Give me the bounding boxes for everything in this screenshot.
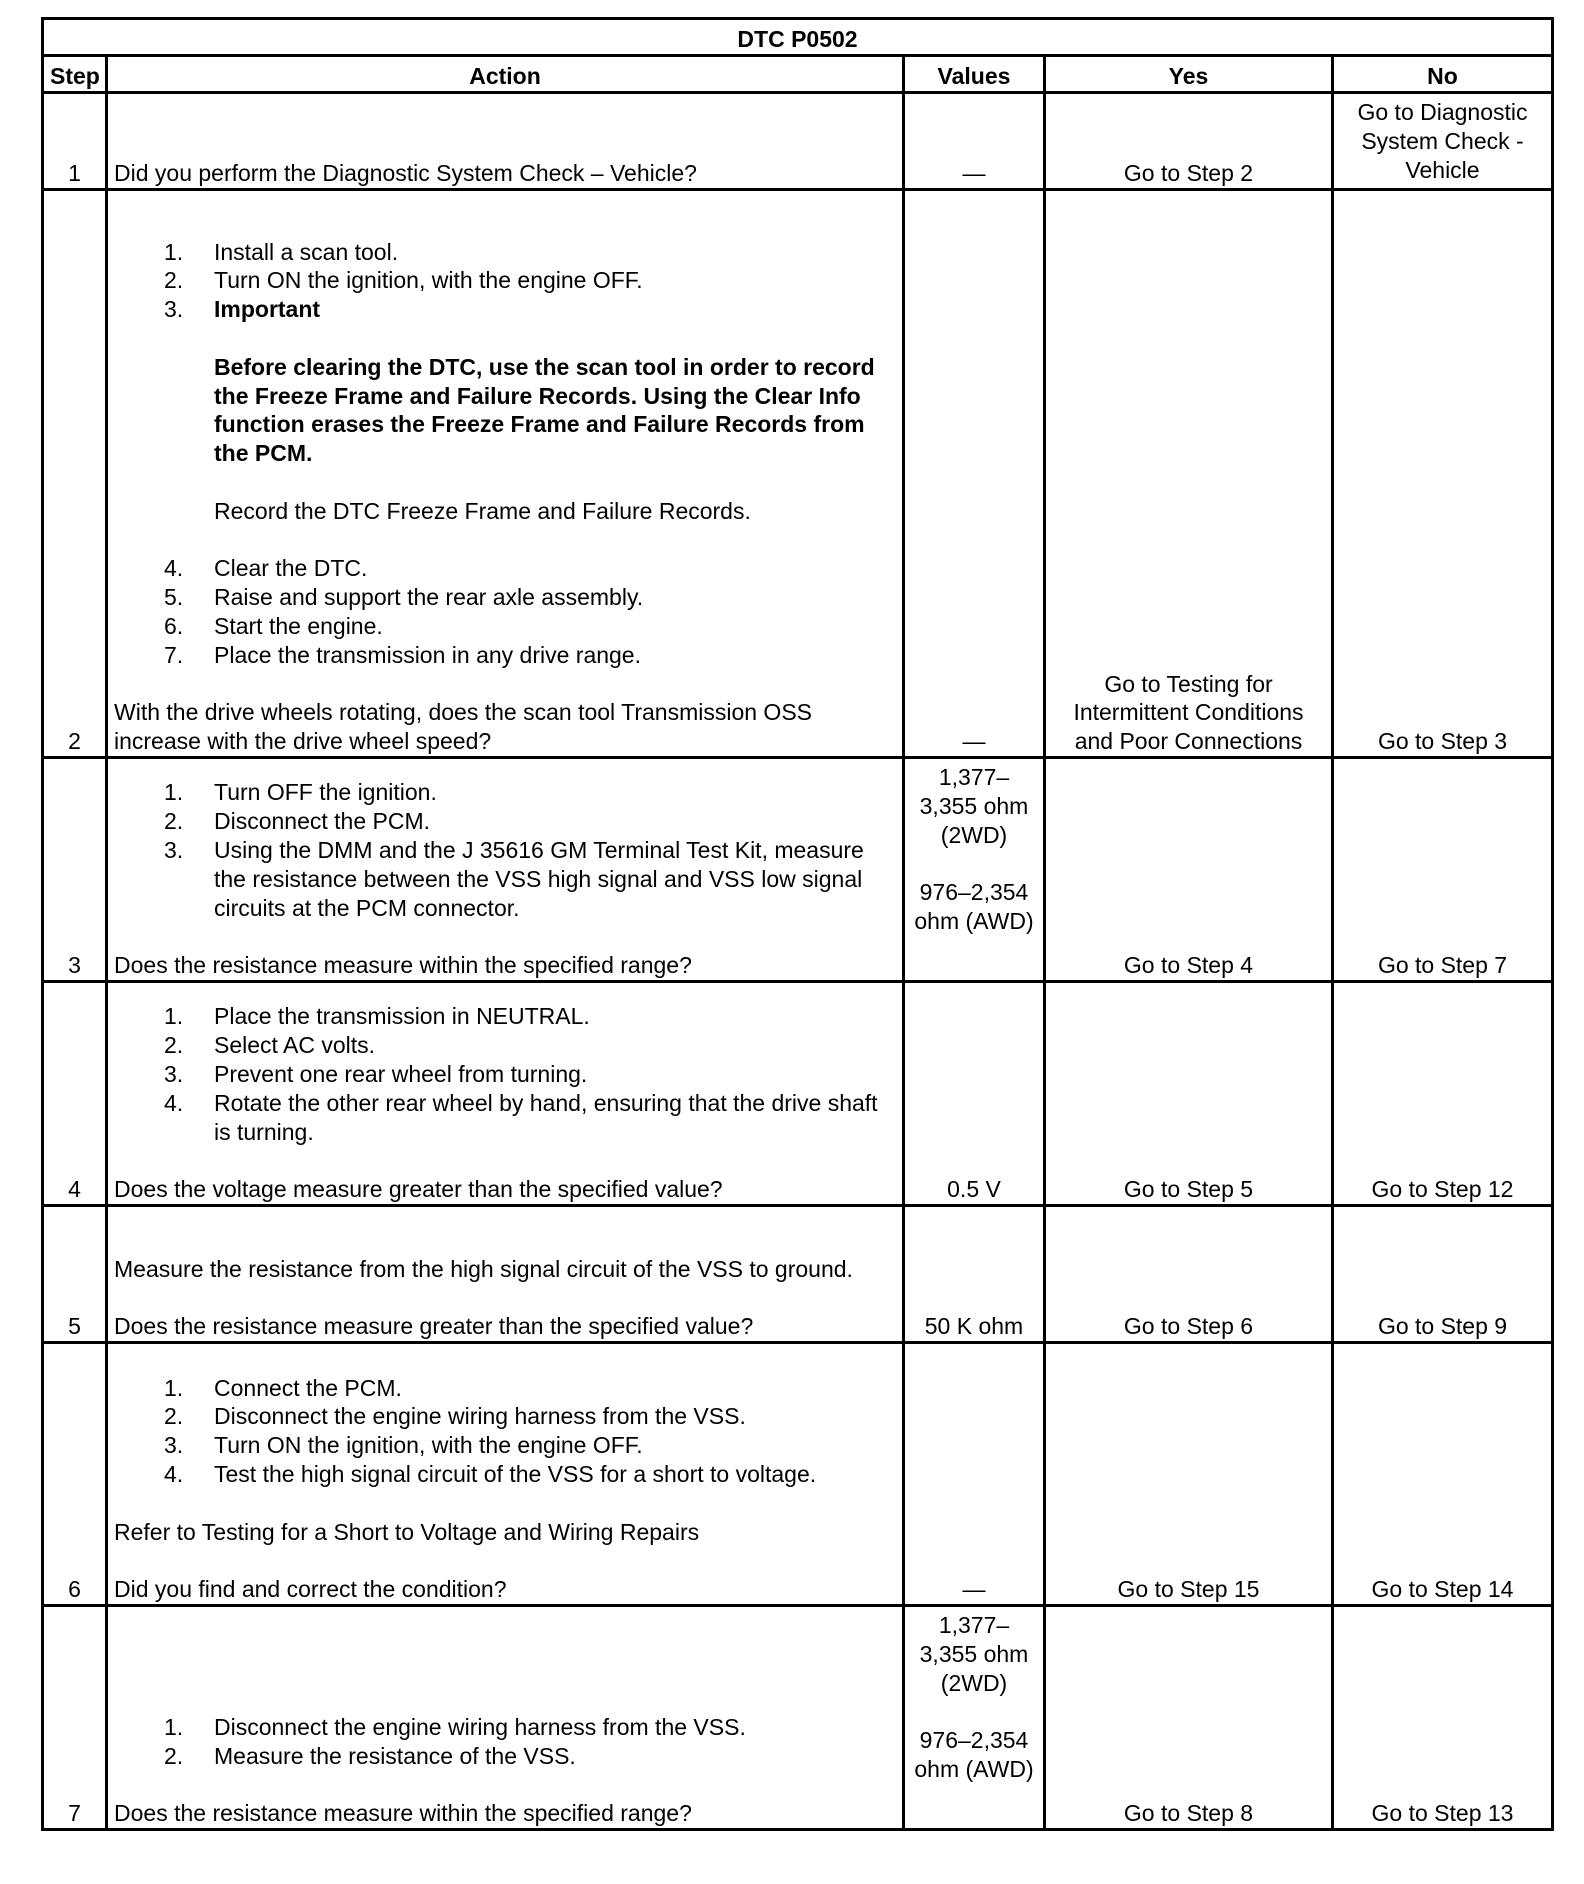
list-item: 4. Rotate the other rear wheel by hand, ensuring that the drive shaft is turning. bbox=[164, 1089, 878, 1145]
action-cell bbox=[107, 1206, 904, 1343]
no-cell: Go to Step 12 bbox=[1333, 982, 1553, 1206]
table-row-step-5 bbox=[43, 1206, 1553, 1343]
list-item: 7. Place the transmission in any drive range. bbox=[164, 641, 641, 668]
yes-cell: Go to Step 15 bbox=[1045, 1343, 1333, 1606]
step-number: 1 bbox=[43, 93, 107, 190]
list-item: 1. Place the transmission in NEUTRAL. bbox=[164, 1003, 590, 1030]
header-action: Action bbox=[107, 56, 904, 93]
header-no: No bbox=[1333, 56, 1553, 93]
action-cell bbox=[107, 982, 904, 1206]
action-question: With the drive wheels rotating, does the scan tool Transmission OSS increase with the drive wheel speed? bbox=[114, 699, 812, 755]
table-row-step-6 bbox=[43, 1343, 1553, 1606]
step-number: 6 bbox=[43, 1343, 107, 1606]
yes-cell: Go to Step 2 bbox=[1045, 93, 1333, 190]
step-number: 4 bbox=[43, 982, 107, 1206]
header-yes: Yes bbox=[1045, 56, 1333, 93]
action-question: Does the resistance measure within the specified range? bbox=[114, 952, 692, 979]
action-list bbox=[114, 554, 896, 669]
refer-link-text: Refer to Testing for a Short to Voltage and Wiring Repairs bbox=[114, 1518, 700, 1545]
action-list bbox=[114, 238, 896, 324]
list-item: 4. Test the high signal circuit of the VSS for a short to voltage. bbox=[164, 1461, 817, 1488]
list-item: 1. Disconnect the engine wiring harness from the VSS. bbox=[164, 1713, 746, 1740]
list-item: 4. Clear the DTC. bbox=[164, 555, 368, 582]
value-awd: 976–2,354 ohm (AWD) bbox=[914, 1727, 1034, 1782]
action-question: Does the resistance measure greater than the specified value? bbox=[114, 1313, 754, 1340]
list-item: 3. Prevent one rear wheel from turning. bbox=[164, 1061, 588, 1088]
list-item: 2. Turn ON the ignition, with the engine OFF. bbox=[164, 267, 643, 294]
action-cell bbox=[107, 1606, 904, 1830]
table-row-step-4 bbox=[43, 982, 1553, 1206]
values-cell: 50 K ohm bbox=[904, 1206, 1045, 1343]
action-list bbox=[114, 1713, 896, 1771]
list-item: 1. Connect the PCM. bbox=[164, 1374, 402, 1401]
action-list bbox=[114, 778, 896, 922]
action-text: Measure the resistance from the high signal circuit of the VSS to ground. bbox=[114, 1255, 853, 1282]
important-note: Before clearing the DTC, use the scan tool in order to record the Freeze Frame and Failure Records. Using the Clear Info function erases the Freeze Frame and Failure Records from the PCM. bbox=[214, 353, 875, 467]
list-item: 2. Select AC volts. bbox=[164, 1032, 376, 1059]
step-number: 5 bbox=[43, 1206, 107, 1343]
record-instruction: Record the DTC Freeze Frame and Failure Records. bbox=[214, 497, 751, 524]
list-item: 6. Start the engine. bbox=[164, 613, 383, 640]
important-label: Important bbox=[214, 296, 321, 323]
table-row-step-7 bbox=[43, 1606, 1553, 1830]
yes-cell: Go to Step 5 bbox=[1045, 982, 1333, 1206]
no-cell: Go to Step 14 bbox=[1333, 1343, 1553, 1606]
table-row-step-2 bbox=[43, 190, 1553, 758]
list-item: 1. Turn OFF the ignition. bbox=[164, 779, 437, 806]
values-cell bbox=[904, 1606, 1045, 1830]
list-item: 3. Important bbox=[164, 296, 321, 323]
no-cell: Go to Step 9 bbox=[1333, 1206, 1553, 1343]
value-awd: 976–2,354 ohm (AWD) bbox=[914, 879, 1034, 934]
action-list bbox=[114, 1002, 896, 1146]
yes-cell: Go to Step 6 bbox=[1045, 1206, 1333, 1343]
dtc-table bbox=[41, 17, 1554, 1831]
no-cell: Go to Step 7 bbox=[1333, 758, 1553, 982]
action-cell bbox=[107, 758, 904, 982]
action-question: Did you perform the Diagnostic System Check – Vehicle? bbox=[114, 160, 697, 187]
value-2wd: 1,377–3,355 ohm (2WD) bbox=[919, 764, 1029, 848]
values-cell: — bbox=[904, 93, 1045, 190]
yes-cell: Go to Testing for Intermittent Conditions and Poor Connections bbox=[1045, 190, 1333, 758]
list-item: 3. Using the DMM and the J 35616 GM Terminal Test Kit, measure the resistance between the VSS high signal and VSS low signal circuits at the PCM connector. bbox=[164, 837, 864, 921]
list-item: 2. Disconnect the engine wiring harness from the VSS. bbox=[164, 1403, 746, 1430]
list-item: 2. Measure the resistance of the VSS. bbox=[164, 1742, 576, 1769]
list-item: 1. Install a scan tool. bbox=[164, 238, 399, 265]
step-number: 2 bbox=[43, 190, 107, 758]
no-cell: Go to Step 3 bbox=[1333, 190, 1553, 758]
step-number: 3 bbox=[43, 758, 107, 982]
values-cell: — bbox=[904, 190, 1045, 758]
table-title: DTC P0502 bbox=[43, 19, 1553, 56]
table-row-step-1 bbox=[43, 93, 1553, 190]
action-list bbox=[114, 1374, 896, 1489]
values-cell: 0.5 V bbox=[904, 982, 1045, 1206]
list-item: 5. Raise and support the rear axle assembly. bbox=[164, 584, 644, 611]
header-step: Step bbox=[43, 56, 107, 93]
action-cell bbox=[107, 1343, 904, 1606]
no-cell: Go to Diagnostic System Check - Vehicle bbox=[1333, 93, 1553, 190]
list-item: 2. Disconnect the PCM. bbox=[164, 808, 431, 835]
values-cell: — bbox=[904, 1343, 1045, 1606]
action-question: Does the voltage measure greater than the specified value? bbox=[114, 1176, 723, 1203]
step-number: 7 bbox=[43, 1606, 107, 1830]
action-cell bbox=[107, 93, 904, 190]
list-item: 3. Turn ON the ignition, with the engine OFF. bbox=[164, 1432, 643, 1459]
yes-cell: Go to Step 4 bbox=[1045, 758, 1333, 982]
no-cell: Go to Step 13 bbox=[1333, 1606, 1553, 1830]
header-values: Values bbox=[904, 56, 1045, 93]
action-cell bbox=[107, 190, 904, 758]
yes-cell: Go to Step 8 bbox=[1045, 1606, 1333, 1830]
action-question: Did you find and correct the condition? bbox=[114, 1576, 507, 1603]
action-question: Does the resistance measure within the specified range? bbox=[114, 1800, 692, 1827]
table-row-step-3 bbox=[43, 758, 1553, 982]
value-2wd: 1,377–3,355 ohm (2WD) bbox=[919, 1612, 1029, 1696]
values-cell bbox=[904, 758, 1045, 982]
